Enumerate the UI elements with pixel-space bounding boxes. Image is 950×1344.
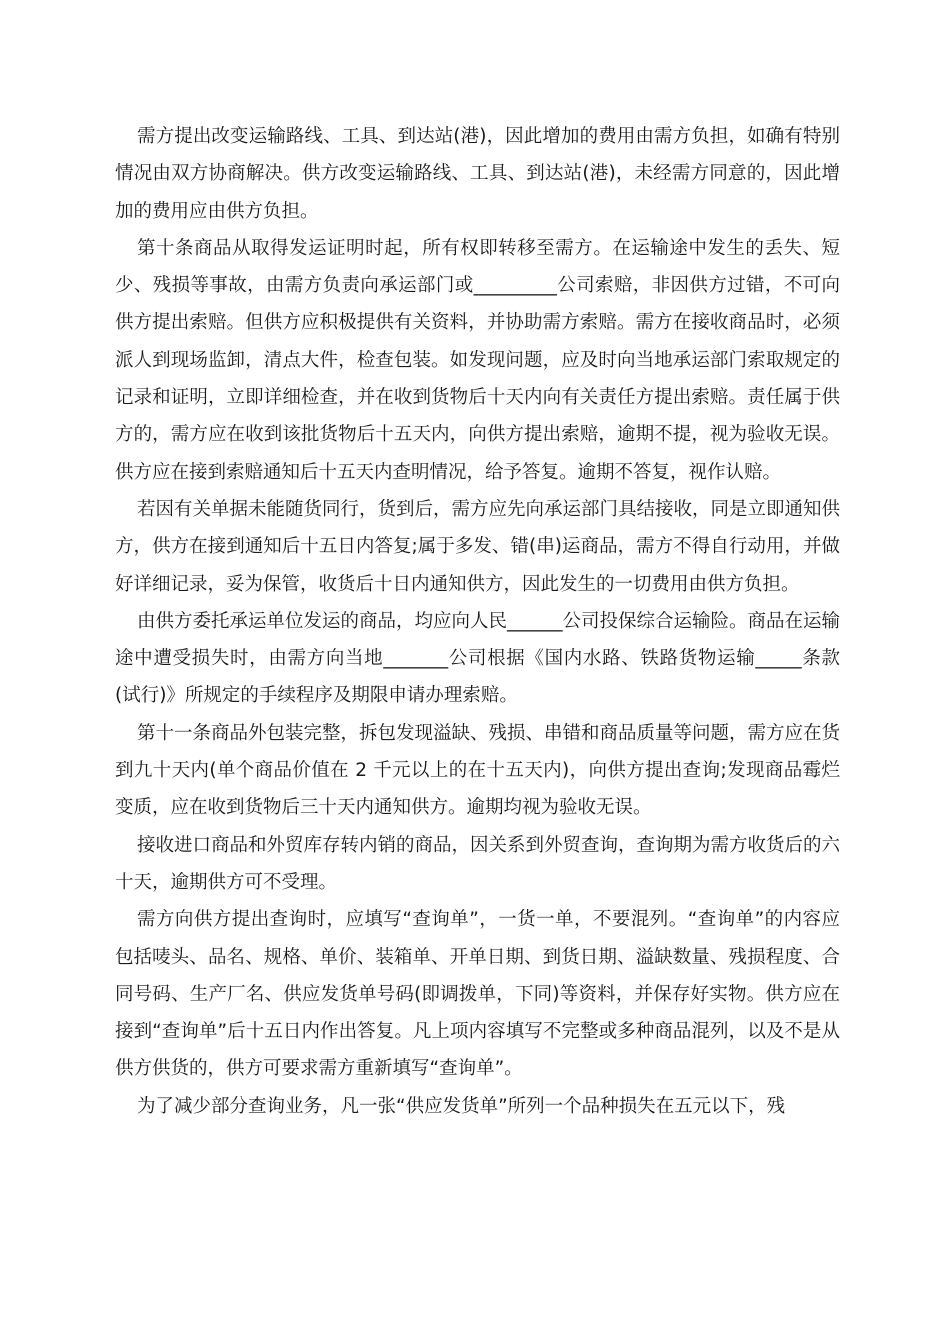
paragraph-transport-insurance: 由供方委托承运单位发运的商品，均应向人民______公司投保综合运输险。商品在运输途中遭受损失时，由需方向当地_______公司根据《国内水路、铁路货物运输_____条款(试行)》所规定的手续程序及期限申请办理索赔。: [115, 610, 841, 707]
paragraph-article-11-inspection-period: 第十一条商品外包装完整，拆包发现溢缺、残损、串错和商品质量等问题，需方应在货到九十天内(单个商品价值在 2 千元以上的在十五天内)，向供方提出查询;发现商品霉烂变质，应在收到货物后三十天内通知供方。逾期均视为验收无误。: [115, 722, 841, 819]
paragraph-transport-route-change: 需方提出改变运输路线、工具、到达站(港)，因此增加的费用由需方负担，如确有特别情况由双方协商解决。供方改变运输路线、工具、到达站(港)，未经需方同意的，因此增加的费用应由供方负担。: [115, 126, 840, 222]
paragraph-inquiry-form: 需方向供方提出查询时，应填写“查询单”，一货一单，不要混列。“查询单”的内容应包括唛头、品名、规格、单价、装箱单、开单日期、到货日期、溢缺数量、残损程度、合同号码、生产厂名、供应发货单号码(即调拨单，下同)等资料，并保存好实物。供方应在接到“查询单”后十五日内作出答复。凡上项内容填写不完整或多种商品混列，以及不是从供方供货的，供方可要求需方重新填写“查询单”。: [115, 909, 840, 1080]
paragraph-reduce-inquiry: 为了减少部分查询业务，凡一张“供应发货单”所列一个品种损失在五元以下，残: [137, 1095, 786, 1117]
paragraph-article-10-ownership-transfer: 第十条商品从取得发运证明时起，所有权即转移至需方。在运输途中发生的丢失、短少、残损等事故，由需方负责向承运部门或_________公司索赔，非因供方过错，不可向供方提出索赔。但供方应积极提供有关资料，并协助需方索赔。需方在接收商品时，必须派人到现场监卸，清点大件，检查包装。如发现问题，应及时向当地承运部门索取规定的记录和证明，立即详细检查，并在收到货物后十天内向有关责任方提出索赔。责任属于供方的，需方应在收到该批货物后十五天内，向供方提出索赔，逾期不提，视为验收无误。供方应在接到索赔通知后十五天内查明情况，给予答复。逾期不答复，视作认赔。: [115, 237, 840, 483]
paragraph-missing-documents: 若因有关单据未能随货同行，货到后，需方应先向承运部门具结接收，同是立即通知供方，供方在接到通知后十五日内答复;属于多发、错(串)运商品，需方不得自行动用，并做好详细记录，妥为保管，收货后十日内通知供方，因此发生的一切费用由供方负担。: [115, 498, 841, 595]
document-body: [115, 118, 840, 1125]
paragraph-import-goods-inquiry: 接收进口商品和外贸库存转内销的商品，因关系到外贸查询，查询期为需方收货后的六十天，逾期供方可不受理。: [115, 834, 841, 893]
